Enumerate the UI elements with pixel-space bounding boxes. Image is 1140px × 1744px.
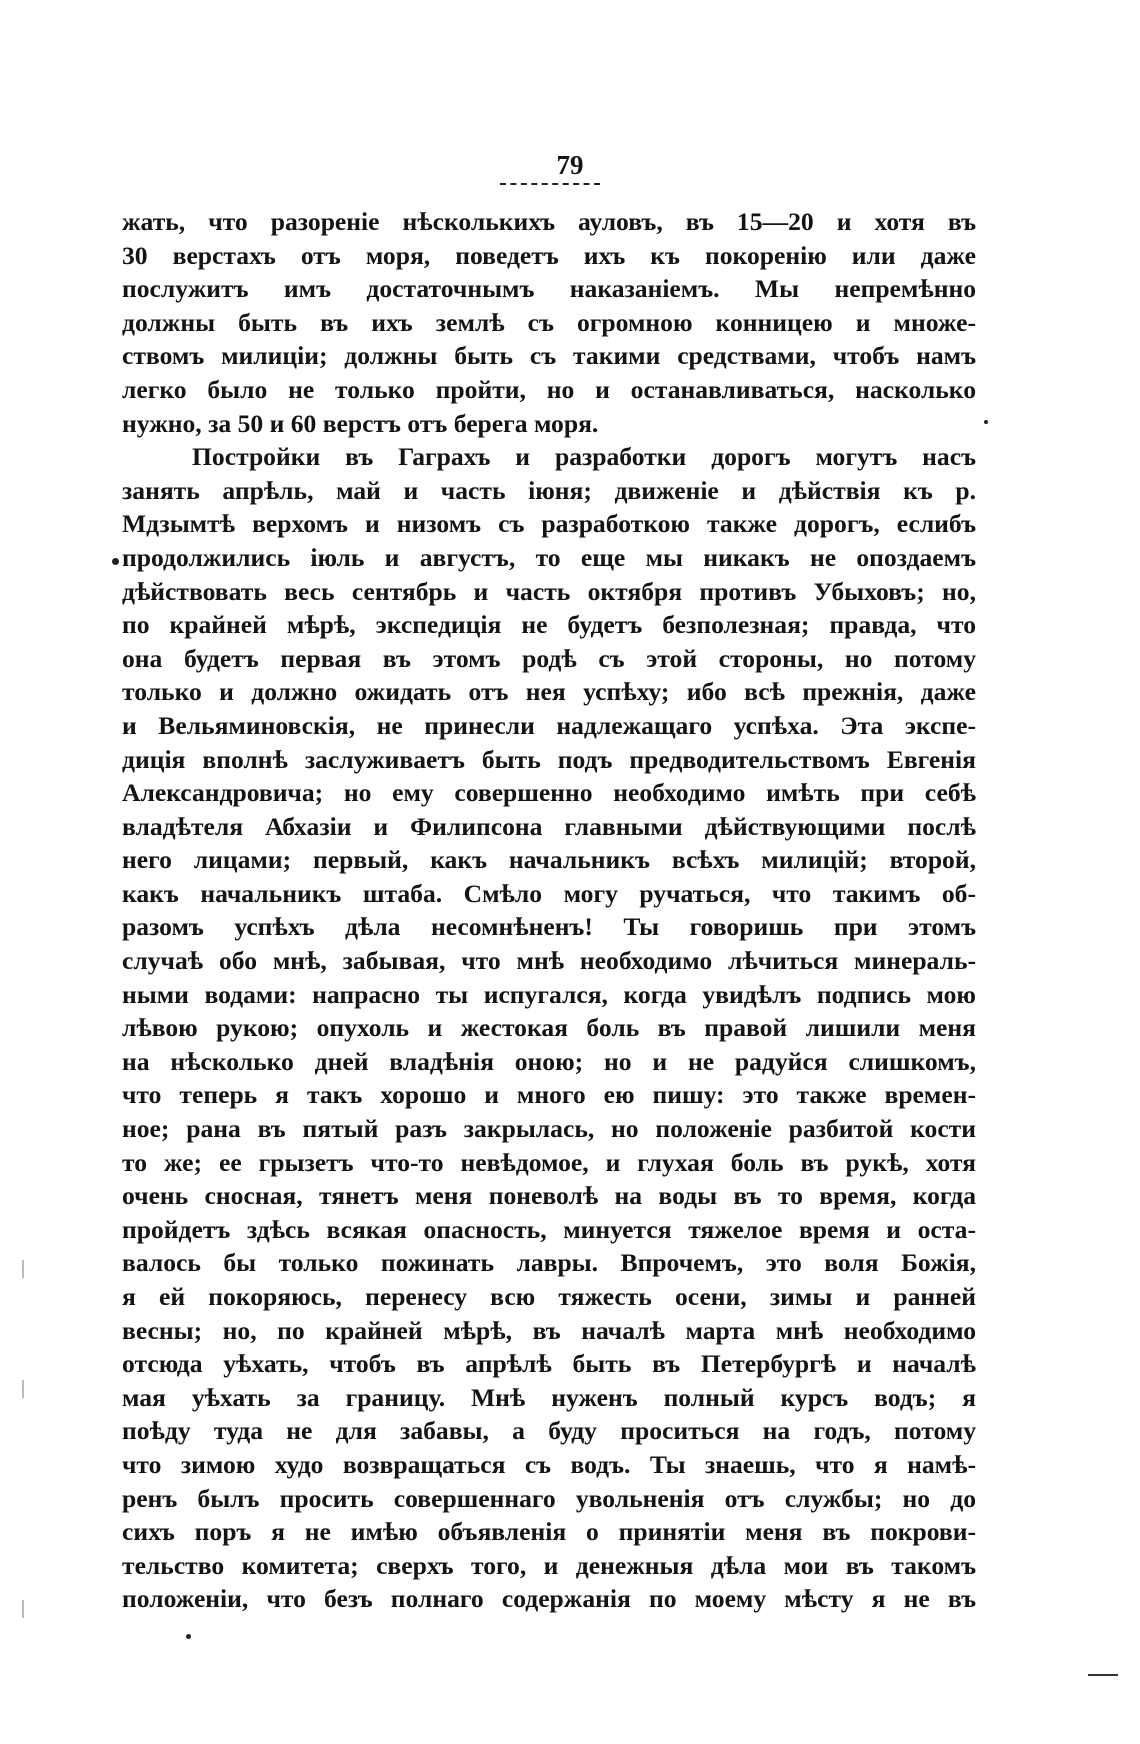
text-line: Александровича; но ему совершенно необходимо имѣть при себѣ <box>122 778 976 808</box>
text-line: лѣвою рукою; опухоль и жестокая боль въ правой лишили меня <box>122 1013 976 1043</box>
text-line: Постройки въ Гаграхъ и разработки дорогъ могутъ насъ <box>192 442 976 472</box>
text-line: сихъ поръ я не имѣю объявленія о принятіи меня въ покрови- <box>122 1517 976 1547</box>
text-line: диція вполнѣ заслуживаетъ быть подъ предводительствомъ Евгенія <box>122 744 976 774</box>
ink-dot <box>984 420 988 424</box>
margin-mark <box>22 1380 24 1398</box>
text-line: весны; но, по крайней мѣрѣ, въ началѣ марта мнѣ необходимо <box>122 1315 976 1345</box>
text-line: ное; рана въ пятый разъ закрылась, но положеніе разбитой кости <box>122 1114 976 1144</box>
text-line: ренъ былъ просить совершеннаго увольненія отъ службы; но до <box>122 1483 976 1513</box>
page-number: 79 <box>556 150 584 180</box>
text-line: легко было не только пройти, но и останавливаться, насколько <box>122 374 976 404</box>
text-line: продолжились іюль и августъ, то еще мы никакъ не опоздаемъ <box>122 542 976 572</box>
text-line: по крайней мѣрѣ, экспедиція не будетъ безполезная; правда, что <box>122 610 976 640</box>
text-line: жать, что разореніе нѣсколькихъ ауловъ, въ 15—20 и хотя въ <box>122 207 976 236</box>
text-line: послужитъ имъ достаточнымъ наказаніемъ. Мы непремѣнно <box>122 274 976 304</box>
text-line: она будетъ первая въ этомъ родѣ съ этой стороны, но потому <box>122 643 976 673</box>
text-line: ствомъ милиціи; должны быть съ такими средствами, чтобъ намъ <box>122 341 976 371</box>
text-line: на нѣсколько дней владѣнія оною; но и не радуйся слишкомъ, <box>122 1046 976 1076</box>
text-line: занять апрѣль, май и часть іюня; движеніе и дѣйствія къ р. <box>122 475 976 505</box>
ink-dot <box>112 558 119 565</box>
text-line: положеніи, что безъ полнаго содержанія по моему мѣсту я не въ <box>122 1584 976 1614</box>
text-line: должны быть въ ихъ землѣ съ огромною конницею и множе- <box>122 307 976 337</box>
text-line: очень сносная, тянетъ меня поневолѣ на воды въ то время, когда <box>122 1181 976 1211</box>
text-line: что теперь я такъ хорошо и много ею пишу: это также времен- <box>122 1080 976 1110</box>
text-line: отсюда уѣхать, чтобъ въ апрѣлѣ быть въ Петербургѣ и началѣ <box>122 1349 976 1379</box>
margin-mark <box>22 1600 24 1618</box>
text-line: ными водами: напрасно ты испугался, когда увидѣлъ подпись мою <box>122 979 976 1009</box>
text-line: какъ начальникъ штаба. Смѣло могу ручаться, что такимъ об- <box>122 878 976 908</box>
page-number-rule <box>500 183 600 185</box>
text-line: 30 верстахъ отъ моря, поведетъ ихъ къ покоренію или даже <box>122 240 976 270</box>
margin-mark <box>22 1260 24 1278</box>
text-line: случаѣ обо мнѣ, забывая, что мнѣ необходимо лѣчиться минераль- <box>122 946 976 976</box>
text-line: то же; ее грызетъ что-то невѣдомое, и глухая боль въ рукѣ, хотя <box>122 1147 976 1177</box>
text-line: поѣду туда не для забавы, а буду проситься на годъ, потому <box>122 1416 976 1446</box>
text-line: и Вельяминовскія, не принесли надлежащаго успѣха. Эта экспе- <box>122 710 976 740</box>
text-line: что зимою худо возвращаться съ водъ. Ты знаешь, что я намѣ- <box>122 1449 976 1479</box>
text-line: только и должно ожидать отъ нея успѣху; ибо всѣ прежнія, даже <box>122 677 976 707</box>
text-line: тельство комитета; сверхъ того, и денежныя дѣла мои въ такомъ <box>122 1550 976 1580</box>
text-line: валось бы только пожинать лавры. Впрочемъ, это воля Божія, <box>122 1248 976 1278</box>
edge-mark <box>1088 1674 1118 1676</box>
body-text <box>122 205 976 1616</box>
ink-dot <box>186 1634 191 1639</box>
text-line: дѣйствовать весь сентябрь и часть октября противъ Убыховъ; но, <box>122 576 976 606</box>
text-line: пройдетъ здѣсь всякая опасность, минуется тяжелое время и оста- <box>122 1214 976 1244</box>
text-line: нужно, за 50 и 60 верстъ отъ берега моря. <box>122 408 599 438</box>
text-line: я ей покоряюсь, перенесу всю тяжесть осени, зимы и ранней <box>122 1282 976 1311</box>
text-line: разомъ успѣхъ дѣла несомнѣненъ! Ты говоришь при этомъ <box>122 912 976 942</box>
text-line: Мдзымтѣ верхомъ и низомъ съ разработкою также дорогъ, еслибъ <box>122 509 976 539</box>
text-line: него лицами; первый, какъ начальникъ всѣхъ милицій; второй, <box>122 845 976 875</box>
text-line: мая уѣхать за границу. Мнѣ нуженъ полный курсъ водъ; я <box>122 1382 976 1412</box>
text-line: владѣтеля Абхазіи и Филипсона главными дѣйствующими послѣ <box>122 811 976 841</box>
